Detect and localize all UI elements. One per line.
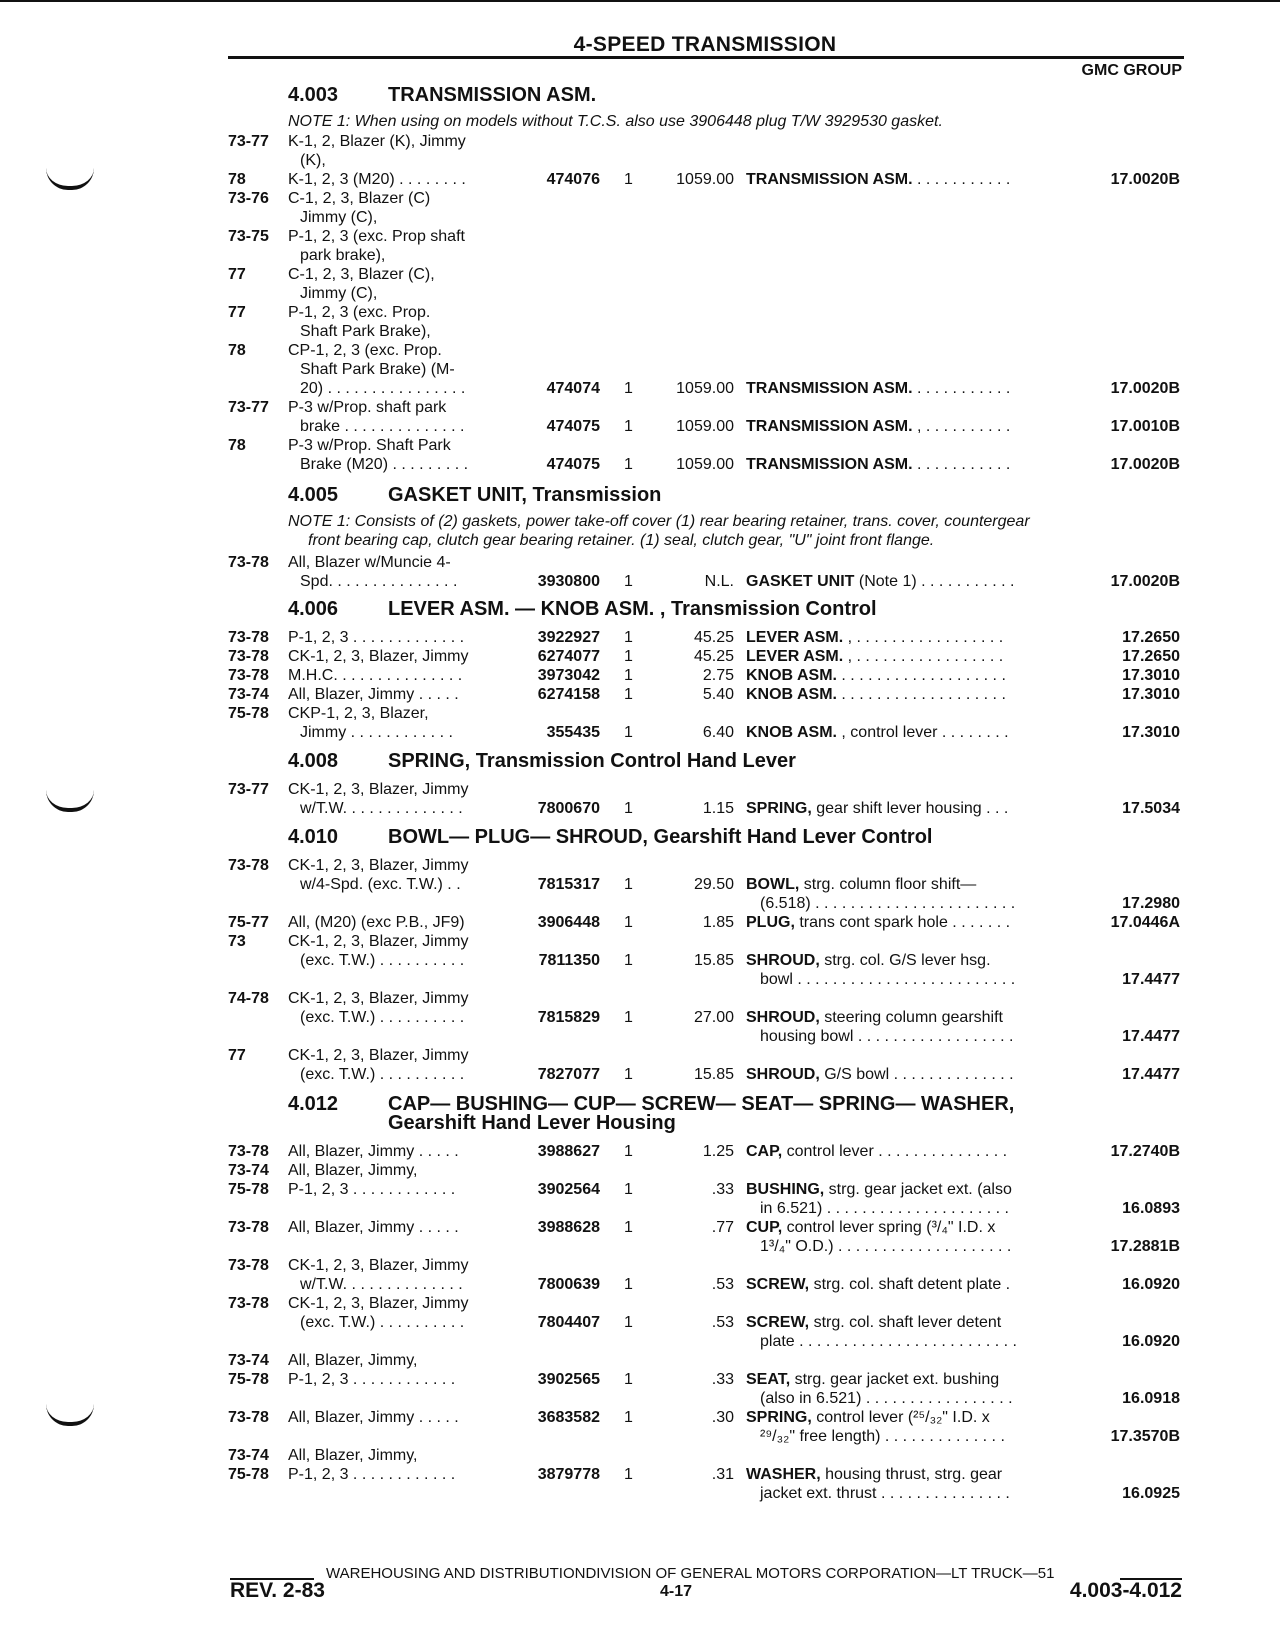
table-row: 73-78 CK-1, 2, 3, Blazer, Jimmy bbox=[228, 1295, 469, 1312]
table-row: 73-78 All, Blazer, Jimmy . . . . . 3683582 1 .30 SPRING, control lever (²⁵/₃₂" I.D. x bbox=[228, 1409, 990, 1426]
table-row: brake . . . . . . . . . . . . . . 474075 1 1059.00 TRANSMISSION ASM. , . . . . . . . . . . 17.0010B bbox=[300, 418, 1180, 435]
group-label: GMC GROUP bbox=[1081, 62, 1182, 79]
section-note: NOTE 1: Consists of (2) gaskets, power take-off cover (1) rear bearing retainer, trans. cover, countergear bbox=[288, 513, 1030, 530]
table-row: 78 CP-1, 2, 3 (exc. Prop. bbox=[228, 342, 442, 359]
revision-label: REV. 2-83 bbox=[230, 1579, 325, 1602]
table-row: Shaft Park Brake), bbox=[300, 323, 431, 340]
table-row: 78 K-1, 2, 3 (M20) . . . . . . . . 474076 1 1059.00 TRANSMISSION ASM. . . . . . . . . . . . 17.0020B bbox=[228, 171, 1180, 188]
table-row: 78 P-3 w/Prop. Shaft Park bbox=[228, 437, 451, 454]
table-row: bowl . . . . . . . . . . . . . . . . . . . . . . . . . 17.4477 bbox=[760, 971, 1180, 988]
table-row: 1³/₄" O.D.) . . . . . . . . . . . . . . . . . . . . 17.2881B bbox=[760, 1238, 1180, 1255]
page-number: 4-17 bbox=[660, 1583, 693, 1600]
table-row: (exc. T.W.) . . . . . . . . . . 7804407 1 .53 SCREW, strg. col. shaft lever detent bbox=[300, 1314, 1002, 1331]
table-row: 73-75 P-1, 2, 3 (exc. Prop shaft bbox=[228, 228, 465, 245]
table-row: 73-77 CK-1, 2, 3, Blazer, Jimmy bbox=[228, 781, 469, 798]
table-row: 77 P-1, 2, 3 (exc. Prop. bbox=[228, 304, 431, 321]
table-row: (exc. T.W.) . . . . . . . . . . 7815829 1 27.00 SHROUD, steering column gearshift bbox=[300, 1009, 1003, 1026]
table-row: Jimmy . . . . . . . . . . . . 355435 1 6.40 KNOB ASM. , control lever . . . . . . . . 17.3010 bbox=[300, 724, 1180, 741]
section-heading: 4.010 BOWL— PLUG— SHROUD, Gearshift Hand Lever Control bbox=[288, 826, 933, 848]
table-row: (6.518) . . . . . . . . . . . . . . . . . . . . . . . 17.2980 bbox=[760, 895, 1180, 912]
table-row: in 6.521) . . . . . . . . . . . . . . . . . . . . . 16.0893 bbox=[760, 1200, 1180, 1217]
table-row: 73-78 All, Blazer, Jimmy . . . . . 3988627 1 1.25 CAP, control lever . . . . . . . . . . . . . . . 17.2740B bbox=[228, 1143, 1180, 1160]
section-heading: 4.008 SPRING, Transmission Control Hand Lever bbox=[288, 750, 796, 772]
table-row: 73-74 All, Blazer, Jimmy, bbox=[228, 1162, 418, 1179]
top-rule bbox=[0, 0, 1280, 2]
table-row: 20) . . . . . . . . . . . . . . . . 474074 1 1059.00 TRANSMISSION ASM. . . . . . . . . . . . 17.0020B bbox=[300, 380, 1180, 397]
table-row: 75-78 CKP-1, 2, 3, Blazer, bbox=[228, 705, 429, 722]
table-row: 77 CK-1, 2, 3, Blazer, Jimmy bbox=[228, 1047, 469, 1064]
table-row: 75-77 All, (M20) (exc P.B., JF9) 3906448 1 1.85 PLUG, trans cont spark hole . . . . . . . 17.0446A bbox=[228, 914, 1180, 931]
table-row: (exc. T.W.) . . . . . . . . . . 7827077 1 15.85 SHROUD, G/S bowl . . . . . . . . . . . . . . 17.4477 bbox=[300, 1066, 1180, 1083]
section-heading: 4.012 CAP— BUSHING— CUP— SCREW— SEAT— SPRING— WASHER, bbox=[288, 1093, 1015, 1115]
section-note: front bearing cap, clutch gear bearing retainer. (1) seal, clutch gear, "U" joint front flange. bbox=[308, 532, 935, 549]
table-row: 73-78 P-1, 2, 3 . . . . . . . . . . . . . 3922927 1 45.25 LEVER ASM. , . . . . . . . . . . . . . . . . . 17.2650 bbox=[228, 629, 1180, 646]
section-heading-cont: Gearshift Hand Lever Housing bbox=[388, 1112, 676, 1134]
table-row: 77 C-1, 2, 3, Blazer (C), bbox=[228, 266, 435, 283]
table-row: Spd. . . . . . . . . . . . . . . 3930800 1 N.L. GASKET UNIT (Note 1) . . . . . . . . . . . 17.0020B bbox=[300, 573, 1180, 590]
table-row: housing bowl . . . . . . . . . . . . . . . . . . 17.4477 bbox=[760, 1028, 1180, 1045]
section-heading: 4.006 LEVER ASM. — KNOB ASM. , Transmission Control bbox=[288, 598, 877, 620]
table-row: 73 CK-1, 2, 3, Blazer, Jimmy bbox=[228, 933, 469, 950]
table-row: 73-78 CK-1, 2, 3, Blazer, Jimmy 6274077 1 45.25 LEVER ASM. , . . . . . . . . . . . . . . . . . 17.2650 bbox=[228, 648, 1180, 665]
table-row: Jimmy (C), bbox=[300, 285, 378, 302]
section-range: 4.003-4.012 bbox=[1069, 1579, 1182, 1602]
table-row: 73-74 All, Blazer, Jimmy, bbox=[228, 1352, 418, 1369]
table-row: 75-78 P-1, 2, 3 . . . . . . . . . . . . 3879778 1 .31 WASHER, housing thrust, strg. gear bbox=[228, 1466, 1003, 1483]
section-heading: 4.003 TRANSMISSION ASM. bbox=[288, 84, 597, 106]
table-row: (exc. T.W.) . . . . . . . . . . 7811350 1 15.85 SHROUD, strg. col. G/S lever hsg. bbox=[300, 952, 991, 969]
table-row: (also in 6.521) . . . . . . . . . . . . . . . . . 16.0918 bbox=[760, 1390, 1180, 1407]
table-row: 73-77 P-3 w/Prop. shaft park bbox=[228, 399, 447, 416]
table-row: w/T.W. . . . . . . . . . . . . . 7800639 1 .53 SCREW, strg. col. shaft detent plate . 16.0920 bbox=[300, 1276, 1180, 1293]
section-note: NOTE 1: When using on models without T.C.S. also use 3906448 plug T/W 3929530 gasket. bbox=[288, 113, 943, 130]
table-row: w/4-Spd. (exc. T.W.) . . 7815317 1 29.50 BOWL, strg. column floor shift— bbox=[300, 876, 977, 893]
section-heading: 4.005 GASKET UNIT, Transmission bbox=[288, 484, 662, 506]
table-row: plate . . . . . . . . . . . . . . . . . . . . . . . . . 16.0920 bbox=[760, 1333, 1180, 1350]
table-row: park brake), bbox=[300, 247, 386, 264]
table-row: Shaft Park Brake) (M- bbox=[300, 361, 455, 378]
table-row: 73-78 M.H.C. . . . . . . . . . . . . . . 3973042 1 2.75 KNOB ASM. . . . . . . . . . . . . . . . . . . . 17.3010 bbox=[228, 667, 1180, 684]
table-row: 73-74 All, Blazer, Jimmy . . . . . 6274158 1 5.40 KNOB ASM. . . . . . . . . . . . . . . . . . . . 17.3010 bbox=[228, 686, 1180, 703]
table-row: Jimmy (C), bbox=[300, 209, 378, 226]
table-row: 73-78 All, Blazer w/Muncie 4- bbox=[228, 554, 451, 571]
table-row: 73-78 CK-1, 2, 3, Blazer, Jimmy bbox=[228, 857, 469, 874]
table-row: 73-78 All, Blazer, Jimmy . . . . . 3988628 1 .77 CUP, control lever spring (³/₄" I.D. x bbox=[228, 1219, 996, 1236]
table-row: 74-78 CK-1, 2, 3, Blazer, Jimmy bbox=[228, 990, 469, 1007]
table-row: ²⁹/₃₂" free length) . . . . . . . . . . . . . . 17.3570B bbox=[760, 1428, 1180, 1445]
table-row: Brake (M20) . . . . . . . . . 474075 1 1059.00 TRANSMISSION ASM. . . . . . . . . . . . 17.0020B bbox=[300, 456, 1180, 473]
table-row: 73-74 All, Blazer, Jimmy, bbox=[228, 1447, 418, 1464]
table-row: w/T.W. . . . . . . . . . . . . . 7800670 1 1.15 SPRING, gear shift lever housing . . . 17.5034 bbox=[300, 800, 1180, 817]
table-row: 73-78 CK-1, 2, 3, Blazer, Jimmy bbox=[228, 1257, 469, 1274]
table-row: 75-78 P-1, 2, 3 . . . . . . . . . . . . 3902565 1 .33 SEAT, strg. gear jacket ext. bushing bbox=[228, 1371, 1000, 1388]
table-row: 75-78 P-1, 2, 3 . . . . . . . . . . . . 3902564 1 .33 BUSHING, strg. gear jacket ext. (also bbox=[228, 1181, 1012, 1198]
page-title: 4-SPEED TRANSMISSION bbox=[573, 33, 837, 56]
table-row: 73-77 K-1, 2, Blazer (K), Jimmy bbox=[228, 133, 466, 150]
table-row: (K), bbox=[300, 152, 326, 169]
footer-division-line: WAREHOUSING AND DISTRIBUTIONDIVISION OF GENERAL MOTORS CORPORATION—LT TRUCK—51 bbox=[326, 1565, 1055, 1582]
table-row: jacket ext. thrust . . . . . . . . . . . . . . . 16.0925 bbox=[760, 1485, 1180, 1502]
table-row: 73-76 C-1, 2, 3, Blazer (C) bbox=[228, 190, 431, 207]
